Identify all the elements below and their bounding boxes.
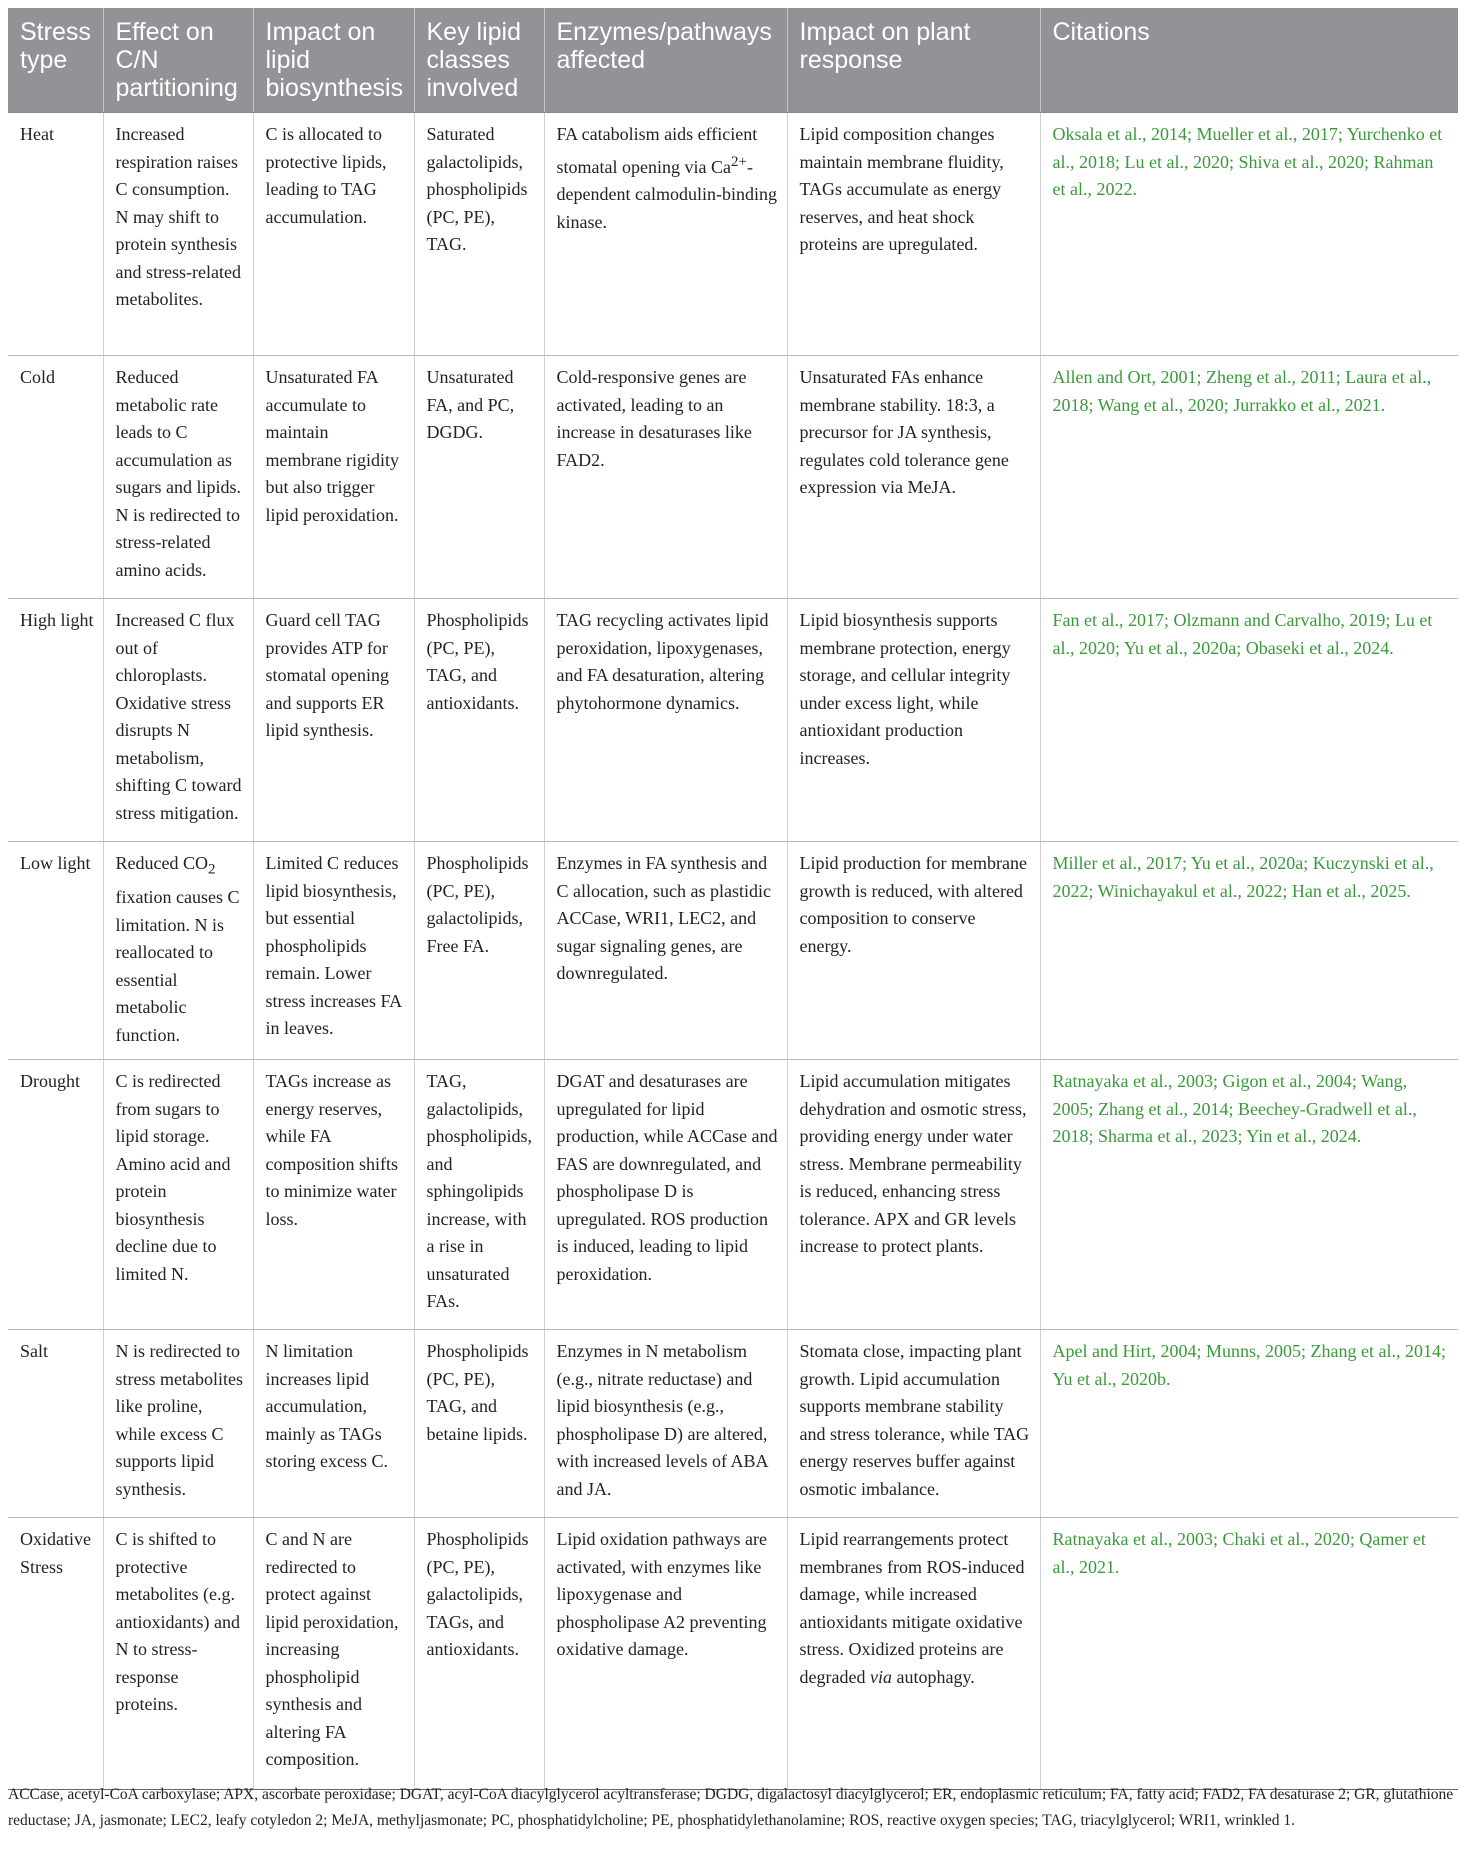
header-plant-response: Impact on plant response: [787, 8, 1040, 113]
cell-biosynthesis: Guard cell TAG provides ATP for stomatal opening and supports ER lipid synthesis.: [253, 599, 414, 842]
cell-effect: N is redirected to stress metabolites like proline, while excess C supports lipid synthesis.: [103, 1330, 253, 1518]
header-stress-type: Stress type: [8, 8, 103, 113]
cell-effect: Increased respiration raises C consumption. N may shift to protein synthesis and stress-related metabolites.: [103, 113, 253, 356]
cell-stress-type: Drought: [8, 1060, 103, 1330]
cell-citations[interactable]: Apel and Hirt, 2004; Munns, 2005; Zhang et al., 2014; Yu et al., 2020b.: [1040, 1330, 1458, 1518]
cell-citations[interactable]: Ratnayaka et al., 2003; Gigon et al., 2004; Wang, 2005; Zhang et al., 2014; Beechey-Gradwell et al., 2018; Sharma et al., 2023; Yin et al., 2024.: [1040, 1060, 1458, 1330]
header-row: [8, 8, 1458, 113]
table-row: [8, 356, 1458, 599]
table-row: [8, 113, 1458, 356]
cell-biosynthesis: TAGs increase as energy reserves, while FA composition shifts to minimize water loss.: [253, 1060, 414, 1330]
cell-citations[interactable]: Allen and Ort, 2001; Zheng et al., 2011; Laura et al., 2018; Wang et al., 2020; Jurrakko et al., 2021.: [1040, 356, 1458, 599]
cell-enzymes: DGAT and desaturases are upregulated for lipid production, while ACCase and FAS are downregulated, and phospholipase D is upregulated. ROS production is induced, leading to lipid peroxidation.: [544, 1060, 787, 1330]
cell-biosynthesis: C and N are redirected to protect against lipid peroxidation, increasing phospholipid synthesis and altering FA composition.: [253, 1518, 414, 1790]
cell-biosynthesis: Unsaturated FA accumulate to maintain membrane rigidity but also trigger lipid peroxidation.: [253, 356, 414, 599]
cell-response: Lipid accumulation mitigates dehydration and osmotic stress, providing energy under water stress. Membrane permeability is reduced, enhancing stress tolerance. APX and GR levels increase to protect plants.: [787, 1060, 1040, 1330]
table-row: [8, 1060, 1458, 1330]
subscript: 2: [207, 861, 216, 878]
cell-stress-type: High light: [8, 599, 103, 842]
cell-enzymes: Enzymes in FA synthesis and C allocation, such as plastidic ACCase, WRI1, LEC2, and sugar signaling genes, are downregulated.: [544, 842, 787, 1060]
cell-stress-type: Low light: [8, 842, 103, 1060]
cell-biosynthesis: N limitation increases lipid accumulation, mainly as TAGs storing excess C.: [253, 1330, 414, 1518]
cell-effect: Increased C flux out of chloroplasts. Oxidative stress disrupts N metabolism, shifting C toward stress mitigation.: [103, 599, 253, 842]
cell-enzymes: [544, 113, 787, 356]
cell-enzymes: Cold-responsive genes are activated, leading to an increase in desaturases like FAD2.: [544, 356, 787, 599]
effect-text: Reduced CO: [115, 853, 208, 873]
cell-lipids: Phospholipids (PC, PE), TAG, and betaine lipids.: [414, 1330, 544, 1518]
cell-biosynthesis: Limited C reduces lipid biosynthesis, but essential phospholipids remain. Lower stress increases FA in leaves.: [253, 842, 414, 1060]
response-text: autophagy.: [891, 1666, 975, 1687]
cell-stress-type: Heat: [8, 113, 103, 356]
superscript: 2+: [730, 153, 747, 170]
effect-text: fixation causes C limitation. N is reallocated to essential metabolic function.: [115, 887, 240, 1045]
header-enzymes-pathways: Enzymes/pathways affected: [544, 8, 787, 113]
cell-response: Unsaturated FAs enhance membrane stability. 18:3, a precursor for JA synthesis, regulates cold tolerance gene expression via MeJA.: [787, 356, 1040, 599]
cell-effect: Reduced metabolic rate leads to C accumulation as sugars and lipids. N is redirected to stress-related amino acids.: [103, 356, 253, 599]
table-row: [8, 1518, 1458, 1790]
header-lipid-biosynthesis: Impact on lipid biosynthesis: [253, 8, 414, 113]
cell-stress-type: Oxidative Stress: [8, 1518, 103, 1790]
table-row: [8, 842, 1458, 1060]
cell-enzymes: Enzymes in N metabolism (e.g., nitrate reductase) and lipid biosynthesis (e.g., phospholipase D) are altered, with increased levels of ABA and JA.: [544, 1330, 787, 1518]
cell-response: Lipid biosynthesis supports membrane protection, energy storage, and cellular integrity under excess light, while antioxidant production increases.: [787, 599, 1040, 842]
response-italic: via: [869, 1666, 892, 1687]
cell-enzymes: Lipid oxidation pathways are activated, with enzymes like lipoxygenase and phospholipase A2 preventing oxidative damage.: [544, 1518, 787, 1790]
response-text: Lipid rearrangements protect membranes from ROS-induced damage, while increased antioxidants mitigate oxidative stress. Oxidized proteins are degraded: [799, 1529, 1025, 1687]
enzymes-text: FA catabolism aids efficient stomatal opening via Ca: [556, 124, 758, 177]
cell-lipids: Phospholipids (PC, PE), galactolipids, Free FA.: [414, 842, 544, 1060]
table-row: [8, 599, 1458, 842]
cell-effect: [103, 842, 253, 1060]
cell-biosynthesis: C is allocated to protective lipids, leading to TAG accumulation.: [253, 113, 414, 356]
cell-response: Stomata close, impacting plant growth. Lipid accumulation supports membrane stability and stress tolerance, while TAG energy reserves buffer against osmotic imbalance.: [787, 1330, 1040, 1518]
cell-lipids: TAG, galactolipids, phospholipids, and sphingolipids increase, with a rise in unsaturated FAs.: [414, 1060, 544, 1330]
header-key-lipid-classes: Key lipid classes involved: [414, 8, 544, 113]
cell-citations[interactable]: Oksala et al., 2014; Mueller et al., 2017; Yurchenko et al., 2018; Lu et al., 2020; Shiva et al., 2020; Rahman et al., 2022.: [1040, 113, 1458, 356]
cell-effect: C is redirected from sugars to lipid storage. Amino acid and protein biosynthesis decline due to limited N.: [103, 1060, 253, 1330]
cell-effect: C is shifted to protective metabolites (e.g. antioxidants) and N to stress-response proteins.: [103, 1518, 253, 1790]
cell-stress-type: Salt: [8, 1330, 103, 1518]
cell-enzymes: TAG recycling activates lipid peroxidation, lipoxygenases, and FA desaturation, altering phytohormone dynamics.: [544, 599, 787, 842]
cell-response: Lipid production for membrane growth is reduced, with altered composition to conserve energy.: [787, 842, 1040, 1060]
cell-citations[interactable]: Fan et al., 2017; Olzmann and Carvalho, 2019; Lu et al., 2020; Yu et al., 2020a; Obaseki et al., 2024.: [1040, 599, 1458, 842]
header-citations: Citations: [1040, 8, 1458, 113]
header-effect-cn: Effect on C/N partitioning: [103, 8, 253, 113]
stress-lipid-table: [8, 8, 1458, 1790]
table-row: [8, 1330, 1458, 1518]
cell-stress-type: Cold: [8, 356, 103, 599]
table-footnote: ACCase, acetyl-CoA carboxylase; APX, ascorbate peroxidase; DGAT, acyl-CoA diacylglycerol acyltransferase; DGDG, digalactosyl diacylglycerol; ER, endoplasmic reticulum; FA, fatty acid; FAD2, FA desaturase 2; GR, glutathione reductase; JA, jasmonate; LEC2, leafy cotyledon 2; MeJA, methyljasmonate; PC, phosphatidylcholine; PE, phosphatidylethanolamine; ROS, reactive oxygen species; TAG, triacylglycerol; WRI1, wrinkled 1.: [8, 1786, 1454, 1829]
cell-response: Lipid composition changes maintain membrane fluidity, TAGs accumulate as energy reserves, and heat shock proteins are upregulated.: [787, 113, 1040, 356]
cell-lipids: Unsaturated FA, and PC, DGDG.: [414, 356, 544, 599]
cell-response: [787, 1518, 1040, 1790]
cell-lipids: Phospholipids (PC, PE), galactolipids, TAGs, and antioxidants.: [414, 1518, 544, 1790]
cell-citations[interactable]: Miller et al., 2017; Yu et al., 2020a; Kuczynski et al., 2022; Winichayakul et al., 2022; Han et al., 2025.: [1040, 842, 1458, 1060]
cell-citations[interactable]: Ratnayaka et al., 2003; Chaki et al., 2020; Qamer et al., 2021.: [1040, 1518, 1458, 1790]
enzymes-text: -dependent calmodulin-binding kinase.: [556, 156, 777, 232]
cell-lipids: Saturated galactolipids, phospholipids (PC, PE), TAG.: [414, 113, 544, 356]
cell-lipids: Phospholipids (PC, PE), TAG, and antioxidants.: [414, 599, 544, 842]
